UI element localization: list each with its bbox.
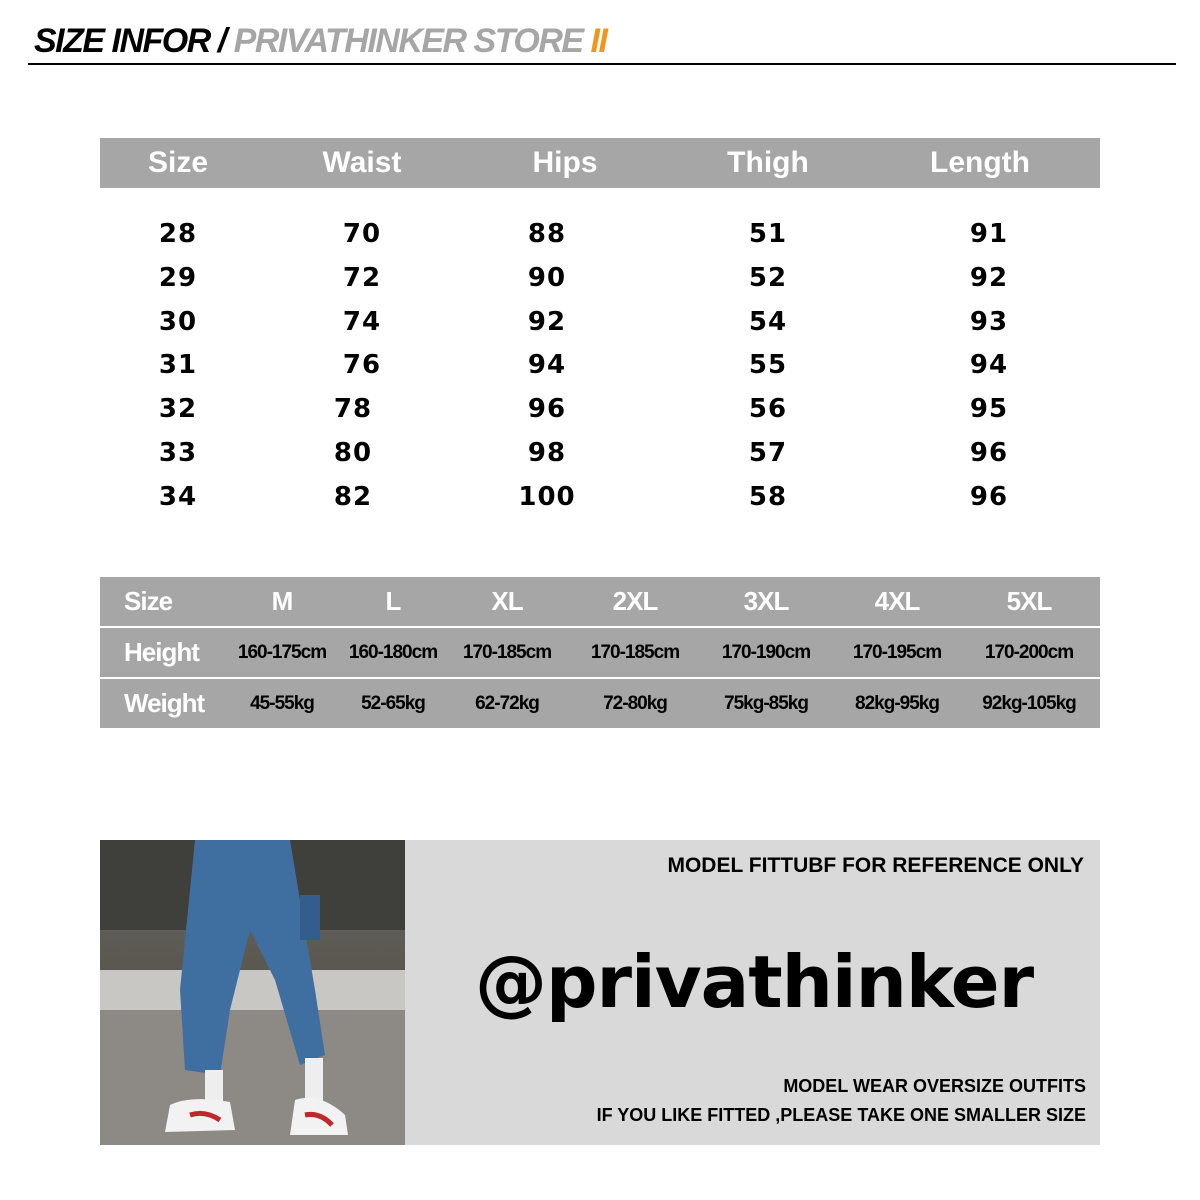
table-cell: 94 bbox=[527, 350, 567, 381]
table-cell: 78 bbox=[333, 394, 373, 425]
size-cell: 170-190cm bbox=[721, 641, 811, 663]
size-cell: 82kg-95kg bbox=[855, 692, 939, 714]
table-cell: 55 bbox=[748, 350, 788, 381]
title-text: SIZE INFOR / bbox=[34, 22, 226, 60]
row-label: Height bbox=[124, 636, 199, 667]
table-cell: 72 bbox=[342, 262, 382, 293]
store-name: PRIVATHINKER STORE bbox=[233, 22, 583, 60]
size-row bbox=[100, 577, 1100, 626]
table-cell: 82 bbox=[333, 481, 373, 512]
column-header-length: Length bbox=[930, 146, 1030, 179]
height-row bbox=[100, 628, 1100, 677]
table-row bbox=[100, 350, 1100, 394]
row-label: Size bbox=[124, 585, 173, 616]
store-handle: @privathinker bbox=[475, 940, 1034, 1024]
table-cell: 94 bbox=[969, 350, 1009, 381]
measurements-table-header bbox=[100, 138, 1100, 188]
table-cell: 28 bbox=[158, 219, 198, 249]
table-cell: 57 bbox=[748, 438, 788, 468]
header-divider bbox=[28, 63, 1176, 65]
table-cell: 30 bbox=[158, 306, 198, 337]
table-cell: 95 bbox=[969, 394, 1009, 425]
table-row bbox=[100, 219, 1100, 263]
table-cell: 34 bbox=[158, 481, 198, 512]
model-info-panel bbox=[405, 840, 1100, 1145]
column-header-hips: Hips bbox=[532, 146, 598, 179]
table-cell: 54 bbox=[748, 306, 788, 337]
size-cell: 72-80kg bbox=[603, 692, 667, 714]
oversize-note: MODEL WEAR OVERSIZE OUTFITS bbox=[783, 1076, 1086, 1096]
reference-note: MODEL FITTUBF FOR REFERENCE ONLY bbox=[667, 854, 1084, 877]
table-row bbox=[100, 307, 1100, 351]
size-cell: 170-195cm bbox=[852, 641, 942, 663]
size-cell: M bbox=[271, 585, 293, 616]
table-cell: 76 bbox=[342, 350, 382, 381]
size-cell: 52-65kg bbox=[361, 692, 425, 714]
table-cell: 29 bbox=[158, 262, 198, 293]
size-cell: 170-185cm bbox=[590, 641, 680, 663]
size-cell: L bbox=[385, 585, 401, 616]
size-cell: XL bbox=[491, 585, 523, 616]
size-cell: 160-180cm bbox=[348, 641, 438, 663]
table-row bbox=[100, 482, 1100, 526]
page-title bbox=[34, 22, 606, 61]
table-cell: 92 bbox=[527, 306, 567, 337]
table-cell: 74 bbox=[342, 306, 382, 337]
column-header-thigh: Thigh bbox=[727, 146, 809, 179]
table-cell: 32 bbox=[158, 394, 198, 425]
table-row bbox=[100, 438, 1100, 482]
table-cell: 88 bbox=[527, 219, 567, 249]
size-cell: 3XL bbox=[743, 585, 789, 616]
size-cell: 45-55kg bbox=[250, 692, 314, 714]
table-cell: 58 bbox=[748, 481, 788, 512]
size-cell: 62-72kg bbox=[475, 692, 539, 714]
table-cell: 51 bbox=[748, 219, 788, 249]
table-cell: 90 bbox=[527, 262, 567, 293]
table-cell: 96 bbox=[527, 394, 567, 425]
table-cell: 100 bbox=[518, 481, 576, 512]
table-cell: 31 bbox=[158, 350, 198, 381]
size-cell: 4XL bbox=[874, 585, 920, 616]
fit-advice: IF YOU LIKE FITTED ,PLEASE TAKE ONE SMALLER SIZE bbox=[596, 1105, 1086, 1125]
size-cell: 170-200cm bbox=[984, 641, 1074, 663]
table-cell: 70 bbox=[342, 219, 382, 249]
table-cell: 96 bbox=[969, 438, 1009, 468]
size-cell: 92kg-105kg bbox=[982, 692, 1076, 714]
table-cell: 93 bbox=[969, 306, 1009, 337]
size-cell: 160-175cm bbox=[237, 641, 327, 663]
row-label: Weight bbox=[124, 687, 205, 718]
table-cell: 80 bbox=[333, 438, 373, 468]
table-cell: 98 bbox=[527, 438, 567, 468]
table-cell: 52 bbox=[748, 262, 788, 293]
store-mark: II bbox=[590, 22, 607, 60]
size-cell: 2XL bbox=[612, 585, 658, 616]
table-cell: 96 bbox=[969, 481, 1009, 512]
table-row bbox=[100, 394, 1100, 438]
size-cell: 75kg-85kg bbox=[724, 692, 808, 714]
table-cell: 91 bbox=[969, 219, 1009, 249]
table-cell: 92 bbox=[969, 262, 1009, 293]
weight-row bbox=[100, 679, 1100, 728]
table-cell: 33 bbox=[158, 438, 198, 468]
table-row bbox=[100, 263, 1100, 307]
table-cell: 56 bbox=[748, 394, 788, 425]
column-header-waist: Waist bbox=[322, 146, 402, 179]
model-photo bbox=[100, 840, 405, 1145]
size-cell: 5XL bbox=[1006, 585, 1052, 616]
size-cell: 170-185cm bbox=[462, 641, 552, 663]
column-header-size: Size bbox=[147, 146, 209, 179]
